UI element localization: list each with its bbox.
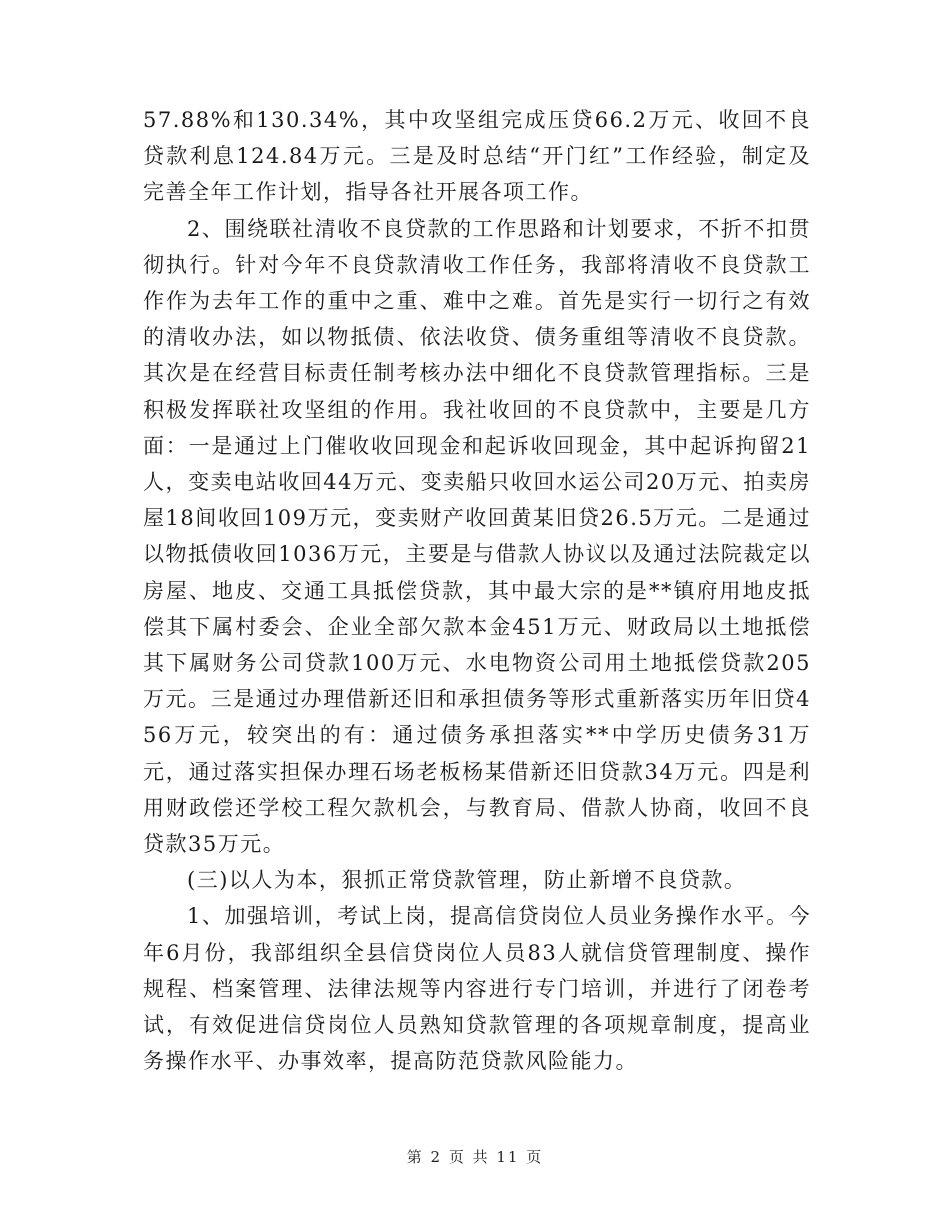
document-body xyxy=(143,102,811,1079)
page-number-footer: 第 2 页 共 11 页 xyxy=(406,1148,544,1166)
paragraph-training: 1、加强培训，考试上岗，提高信贷岗位人员业务操作水平。今年6月份，我部组织全县信贷岗位人员83人就信贷管理制度、操作规程、档案管理、法律法规等内容进行专门培训，并进行了闭卷考试，有效促进信贷岗位人员熟知贷款管理的各项规章制度，提高业务操作水平、办事效率，提高防范贷款风险能力。 xyxy=(143,904,811,1074)
paragraph-loan-recovery: 2、围绕联社清收不良贷款的工作思路和计划要求，不折不扣贯彻执行。针对今年不良贷款清收工作任务，我部将清收不良贷款工作作为去年工作的重中之重、难中之难。首先是实行一切行之有效的清收办法，如以物抵债、依法收贷、债务重组等清收不良贷款。其次是在经营目标责任制考核办法中细化不良贷款管理指标。三是积极发挥联社攻坚组的作用。我社收回的不良贷款中，主要是几方面：一是通过上门催收收回现金和起诉收回现金，其中起诉拘留21人，变卖电站收回44万元、变卖船只收回水运公司20万元、拍卖房屋18间收回109万元，变卖财产收回黄某旧贷26.5万元。二是通过以物抵债收回1036万元，主要是与借款人协议以及通过法院裁定以房屋、地皮、交通工具抵偿贷款，其中最大宗的是**镇府用地皮抵偿其下属村委会、企业全部欠款本金451万元、财政局以土地抵偿其下属财务公司贷款100万元、水电物资公司用土地抵偿贷款205万元。三是通过办理借新还旧和承担债务等形式重新落实历年旧贷456万元，较突出的有：通过债务承担落实**中学历史债务31万元，通过落实担保办理石场老板杨某借新还旧贷款34万元。四是利用财政偿还学校工程欠款机会，与教育局、借款人协商，收回不良贷款35万元。 xyxy=(143,216,811,857)
paragraph-continuation: 57.88%和130.34%，其中攻坚组完成压贷66.2万元、收回不良贷款利息124.84万元。三是及时总结“开门红”工作经验，制定及完善全年工作计划，指导各社开展各项工作。 xyxy=(143,108,811,205)
section-heading-loan-management: (三)以人为本，狠抓正常贷款管理，防止新增不良贷款。 xyxy=(187,868,747,893)
